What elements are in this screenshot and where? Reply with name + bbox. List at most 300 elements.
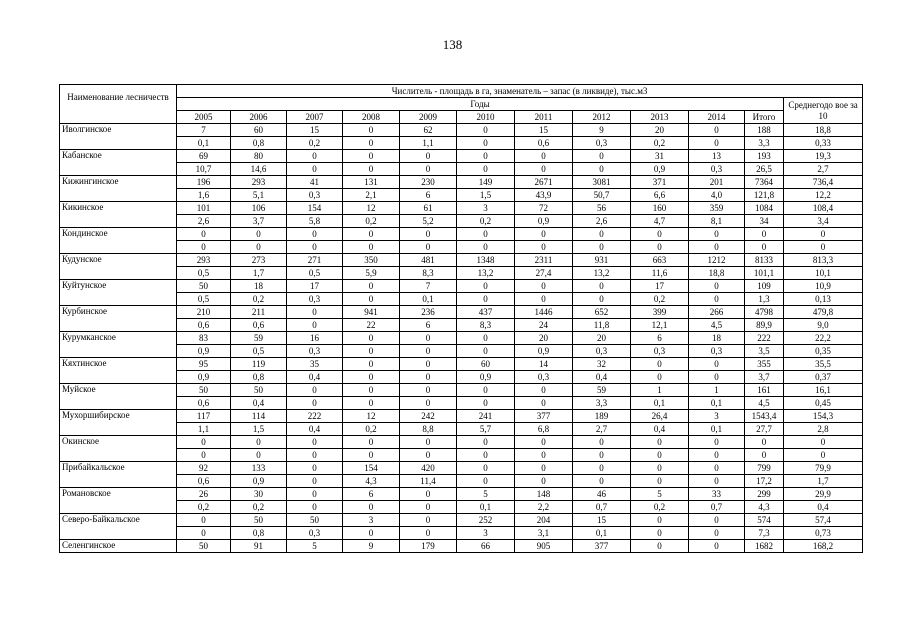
table-row-stock — [60, 371, 863, 384]
stock-cell: 0,7 — [689, 501, 745, 514]
stock-cell: 0,3 — [573, 345, 631, 358]
year-header: 2010 — [457, 111, 515, 124]
area-cell: 0 — [287, 384, 343, 397]
forestry-name: Северо-Байкальское — [60, 514, 177, 540]
stock-cell: 0 — [400, 345, 457, 358]
area-cell: 9 — [343, 540, 400, 553]
area-cell: 5 — [287, 540, 343, 553]
area-cell: 3 — [457, 202, 515, 215]
area-cell: 0 — [287, 228, 343, 241]
table-row-stock — [60, 527, 863, 540]
area-cell: 299 — [745, 488, 784, 501]
area-cell: 154 — [343, 462, 400, 475]
name-column-header: Наименование лесничеств — [60, 85, 177, 124]
stock-cell: 8,3 — [457, 319, 515, 332]
stock-cell: 0 — [457, 137, 515, 150]
area-cell: 0 — [287, 306, 343, 319]
area-cell: 0 — [689, 436, 745, 449]
area-cell: 18 — [231, 280, 287, 293]
stock-cell: 0 — [573, 475, 631, 488]
area-cell: 420 — [400, 462, 457, 475]
stock-cell: 0,5 — [287, 267, 343, 280]
area-cell: 15 — [515, 124, 573, 137]
stock-cell: 0,9 — [515, 345, 573, 358]
area-cell: 0 — [573, 280, 631, 293]
area-cell: 0 — [515, 280, 573, 293]
area-cell: 7364 — [745, 176, 784, 189]
stock-cell: 0 — [745, 241, 784, 254]
year-header: 2006 — [231, 111, 287, 124]
forestry-name: Кикинское — [60, 202, 177, 228]
stock-cell: 0 — [177, 527, 231, 540]
area-cell: 133 — [231, 462, 287, 475]
stock-cell: 0,6 — [177, 475, 231, 488]
area-cell: 12 — [343, 410, 400, 423]
area-cell: 0 — [287, 462, 343, 475]
stock-cell: 0,5 — [231, 345, 287, 358]
area-cell: 0 — [343, 384, 400, 397]
stock-cell: 0,6 — [177, 397, 231, 410]
area-cell: 0 — [515, 384, 573, 397]
area-cell: 22,2 — [784, 332, 863, 345]
area-cell: 1543,4 — [745, 410, 784, 423]
stock-cell: 0,2 — [231, 293, 287, 306]
year-header: 2009 — [400, 111, 457, 124]
area-cell: 3 — [689, 410, 745, 423]
area-cell: 0 — [457, 436, 515, 449]
stock-cell: 5,7 — [457, 423, 515, 436]
area-cell: 0 — [745, 228, 784, 241]
area-cell: 161 — [745, 384, 784, 397]
stock-cell: 0 — [631, 241, 689, 254]
stock-cell: 0 — [400, 397, 457, 410]
stock-cell: 0 — [689, 137, 745, 150]
area-cell: 0 — [457, 150, 515, 163]
stock-cell: 6,8 — [515, 423, 573, 436]
area-cell: 0 — [457, 462, 515, 475]
stock-cell: 0 — [631, 475, 689, 488]
area-cell: 0 — [400, 436, 457, 449]
area-cell: 0 — [631, 514, 689, 527]
stock-cell: 5,1 — [231, 189, 287, 202]
area-cell: 0 — [631, 358, 689, 371]
area-cell: 266 — [689, 306, 745, 319]
stock-cell: 1,7 — [231, 267, 287, 280]
area-cell: 0 — [689, 514, 745, 527]
stock-cell: 0,9 — [177, 371, 231, 384]
area-cell: 148 — [515, 488, 573, 501]
stock-cell: 0,4 — [784, 501, 863, 514]
stock-cell: 0 — [784, 449, 863, 462]
area-cell: 6 — [343, 488, 400, 501]
table-caption: Числитель - площадь в га, знаменатель – запас (в ликвиде), тыс.м3 — [177, 85, 863, 98]
stock-cell: 0 — [177, 241, 231, 254]
table-row-stock — [60, 449, 863, 462]
area-cell: 0 — [287, 436, 343, 449]
table-row-area — [60, 358, 863, 371]
stock-cell: 0 — [400, 501, 457, 514]
area-cell: 0 — [631, 228, 689, 241]
table-row-stock — [60, 345, 863, 358]
stock-cell: 13,2 — [457, 267, 515, 280]
area-cell: 16 — [287, 332, 343, 345]
stock-cell: 0 — [515, 449, 573, 462]
table-row-area — [60, 462, 863, 475]
stock-cell: 0 — [631, 449, 689, 462]
forestry-name: Кондинское — [60, 228, 177, 254]
stock-cell: 0,9 — [631, 163, 689, 176]
stock-cell: 0,37 — [784, 371, 863, 384]
area-cell: 33 — [689, 488, 745, 501]
total-column-header: Итого — [745, 111, 784, 124]
area-cell: 211 — [231, 306, 287, 319]
stock-cell: 89,9 — [745, 319, 784, 332]
stock-cell: 0 — [400, 241, 457, 254]
area-cell: 79,9 — [784, 462, 863, 475]
area-cell: 83 — [177, 332, 231, 345]
stock-cell: 1,1 — [177, 423, 231, 436]
stock-cell: 4,3 — [343, 475, 400, 488]
area-cell: 20 — [631, 124, 689, 137]
area-cell: 0 — [400, 358, 457, 371]
stock-cell: 3,7 — [745, 371, 784, 384]
area-cell: 32 — [573, 358, 631, 371]
stock-cell: 0 — [343, 449, 400, 462]
area-cell: 106 — [231, 202, 287, 215]
area-cell: 0 — [573, 150, 631, 163]
stock-cell: 0 — [515, 475, 573, 488]
stock-cell: 0,9 — [457, 371, 515, 384]
area-cell: 95 — [177, 358, 231, 371]
stock-cell: 3,3 — [573, 397, 631, 410]
area-cell: 196 — [177, 176, 231, 189]
stock-cell: 27,4 — [515, 267, 573, 280]
stock-cell: 4,5 — [689, 319, 745, 332]
stock-cell: 0,6 — [177, 319, 231, 332]
table-row-area — [60, 202, 863, 215]
stock-cell: 0 — [631, 527, 689, 540]
area-cell: 0 — [689, 540, 745, 553]
stock-cell: 0 — [287, 241, 343, 254]
stock-cell: 0,35 — [784, 345, 863, 358]
table-row-stock — [60, 241, 863, 254]
area-cell: 377 — [573, 540, 631, 553]
stock-cell: 2,1 — [343, 189, 400, 202]
stock-cell: 0 — [573, 449, 631, 462]
stock-cell: 0 — [515, 397, 573, 410]
area-cell: 0 — [745, 436, 784, 449]
area-cell: 252 — [457, 514, 515, 527]
area-cell: 50 — [231, 514, 287, 527]
stock-cell: 0,6 — [231, 319, 287, 332]
area-cell: 35 — [287, 358, 343, 371]
stock-cell: 0 — [343, 241, 400, 254]
stock-cell: 4,7 — [631, 215, 689, 228]
area-cell: 736,4 — [784, 176, 863, 189]
table-row-stock — [60, 501, 863, 514]
stock-cell: 6,6 — [631, 189, 689, 202]
table-row-area — [60, 280, 863, 293]
stock-cell: 3,7 — [231, 215, 287, 228]
area-cell: 799 — [745, 462, 784, 475]
area-cell: 1212 — [689, 254, 745, 267]
area-cell: 0 — [400, 228, 457, 241]
area-cell: 0 — [689, 124, 745, 137]
area-cell: 0 — [689, 358, 745, 371]
area-cell: 19,3 — [784, 150, 863, 163]
stock-cell: 0,3 — [689, 345, 745, 358]
stock-cell: 0,2 — [231, 501, 287, 514]
stock-cell: 11,6 — [631, 267, 689, 280]
area-cell: 17 — [631, 280, 689, 293]
stock-cell: 1,6 — [177, 189, 231, 202]
stock-cell: 0,2 — [457, 215, 515, 228]
area-cell: 50 — [177, 540, 231, 553]
area-cell: 0 — [573, 228, 631, 241]
table-row-area — [60, 306, 863, 319]
stock-cell: 1,5 — [457, 189, 515, 202]
area-cell: 2311 — [515, 254, 573, 267]
stock-cell: 2,6 — [573, 215, 631, 228]
page-number: 138 — [442, 37, 463, 52]
stock-cell: 0,2 — [631, 293, 689, 306]
stock-cell: 3,4 — [784, 215, 863, 228]
area-cell: 17 — [287, 280, 343, 293]
stock-cell: 0 — [343, 397, 400, 410]
stock-cell: 0,2 — [287, 137, 343, 150]
area-cell: 481 — [400, 254, 457, 267]
area-cell: 222 — [287, 410, 343, 423]
stock-cell: 0,45 — [784, 397, 863, 410]
stock-cell: 9,0 — [784, 319, 863, 332]
stock-cell: 0,9 — [515, 215, 573, 228]
stock-cell: 0 — [343, 163, 400, 176]
area-cell: 0 — [343, 436, 400, 449]
area-cell: 20 — [515, 332, 573, 345]
area-cell: 0 — [457, 228, 515, 241]
table-row-area — [60, 254, 863, 267]
stock-cell: 0,8 — [231, 527, 287, 540]
stock-cell: 0 — [457, 397, 515, 410]
area-cell: 241 — [457, 410, 515, 423]
stock-cell: 10,7 — [177, 163, 231, 176]
area-cell: 7 — [400, 280, 457, 293]
stock-cell: 0 — [573, 241, 631, 254]
area-cell: 0 — [784, 228, 863, 241]
stock-cell: 0,2 — [343, 423, 400, 436]
area-cell: 941 — [343, 306, 400, 319]
area-cell: 0 — [343, 228, 400, 241]
area-cell: 15 — [573, 514, 631, 527]
stock-cell: 13,2 — [573, 267, 631, 280]
stock-cell: 0,3 — [287, 345, 343, 358]
stock-cell: 11,8 — [573, 319, 631, 332]
stock-cell: 2,7 — [573, 423, 631, 436]
area-cell: 119 — [231, 358, 287, 371]
area-cell: 50 — [287, 514, 343, 527]
stock-cell: 3,1 — [515, 527, 573, 540]
table-row-stock — [60, 189, 863, 202]
forestry-name: Курумканское — [60, 332, 177, 358]
area-cell: 2671 — [515, 176, 573, 189]
stock-cell: 1,1 — [400, 137, 457, 150]
area-cell: 57,4 — [784, 514, 863, 527]
stock-cell: 0,5 — [177, 293, 231, 306]
table-row-stock — [60, 267, 863, 280]
area-cell: 1446 — [515, 306, 573, 319]
stock-cell: 0 — [287, 397, 343, 410]
area-cell: 574 — [745, 514, 784, 527]
area-cell: 663 — [631, 254, 689, 267]
stock-cell: 0,1 — [457, 501, 515, 514]
stock-cell: 0,1 — [177, 137, 231, 150]
area-cell: 91 — [231, 540, 287, 553]
area-cell: 60 — [231, 124, 287, 137]
area-cell: 652 — [573, 306, 631, 319]
area-cell: 1 — [689, 384, 745, 397]
area-cell: 0 — [343, 358, 400, 371]
year-header: 2011 — [515, 111, 573, 124]
area-cell: 437 — [457, 306, 515, 319]
stock-cell: 0 — [515, 293, 573, 306]
area-cell: 18 — [689, 332, 745, 345]
stock-cell: 0,4 — [573, 371, 631, 384]
area-cell: 10,9 — [784, 280, 863, 293]
table-row-area — [60, 150, 863, 163]
stock-cell: 0 — [287, 163, 343, 176]
year-header: 2012 — [573, 111, 631, 124]
area-cell: 92 — [177, 462, 231, 475]
stock-cell: 5,2 — [400, 215, 457, 228]
area-cell: 0 — [689, 228, 745, 241]
forestry-name: Курбинское — [60, 306, 177, 332]
stock-cell: 6 — [400, 319, 457, 332]
stock-cell: 8,8 — [400, 423, 457, 436]
stock-cell: 22 — [343, 319, 400, 332]
stock-cell: 0 — [400, 371, 457, 384]
stock-cell: 12,1 — [631, 319, 689, 332]
stock-cell: 18,8 — [689, 267, 745, 280]
table-row-area — [60, 410, 863, 423]
area-cell: 377 — [515, 410, 573, 423]
forestry-name: Кяхтинское — [60, 358, 177, 384]
area-cell: 12 — [343, 202, 400, 215]
area-cell: 931 — [573, 254, 631, 267]
table-row-area — [60, 332, 863, 345]
area-cell: 210 — [177, 306, 231, 319]
area-cell: 273 — [231, 254, 287, 267]
area-cell: 0 — [177, 228, 231, 241]
stock-cell: 0 — [745, 449, 784, 462]
stock-cell: 0,3 — [689, 163, 745, 176]
table-row-area — [60, 124, 863, 137]
area-cell: 201 — [689, 176, 745, 189]
area-cell: 72 — [515, 202, 573, 215]
table-row-area — [60, 436, 863, 449]
table-header — [60, 85, 863, 124]
table-row-area — [60, 228, 863, 241]
stock-cell: 27,7 — [745, 423, 784, 436]
stock-cell: 0,8 — [231, 137, 287, 150]
stock-cell: 0,3 — [287, 189, 343, 202]
stock-cell: 26,5 — [745, 163, 784, 176]
stock-cell: 0,4 — [231, 397, 287, 410]
forestry-name: Прибайкальское — [60, 462, 177, 488]
area-cell: 50 — [231, 384, 287, 397]
area-cell: 6 — [631, 332, 689, 345]
area-cell: 154 — [287, 202, 343, 215]
area-cell: 50 — [177, 280, 231, 293]
area-cell: 26,4 — [631, 410, 689, 423]
area-cell: 160 — [631, 202, 689, 215]
year-header: 2008 — [343, 111, 400, 124]
area-cell: 905 — [515, 540, 573, 553]
stock-cell: 0 — [784, 241, 863, 254]
stock-cell: 0,1 — [631, 397, 689, 410]
stock-cell: 0,3 — [515, 371, 573, 384]
area-cell: 0 — [400, 488, 457, 501]
stock-cell: 0,9 — [177, 345, 231, 358]
stock-cell: 4,5 — [745, 397, 784, 410]
stock-cell: 0 — [287, 319, 343, 332]
stock-cell: 0 — [515, 163, 573, 176]
area-cell: 179 — [400, 540, 457, 553]
area-cell: 813,3 — [784, 254, 863, 267]
forestry-name: Кабанское — [60, 150, 177, 176]
stock-cell: 3 — [457, 527, 515, 540]
area-cell: 18,8 — [784, 124, 863, 137]
stock-cell: 0 — [400, 163, 457, 176]
area-cell: 0 — [457, 332, 515, 345]
table-row-stock — [60, 423, 863, 436]
year-header: 2005 — [177, 111, 231, 124]
area-cell: 117 — [177, 410, 231, 423]
stock-cell: 0 — [343, 137, 400, 150]
area-cell: 271 — [287, 254, 343, 267]
forestry-name: Романовское — [60, 488, 177, 514]
area-cell: 50 — [177, 384, 231, 397]
stock-cell: 0,1 — [689, 423, 745, 436]
stock-cell: 4,0 — [689, 189, 745, 202]
area-cell: 168,2 — [784, 540, 863, 553]
stock-cell: 0 — [343, 293, 400, 306]
area-cell: 8133 — [745, 254, 784, 267]
area-cell: 0 — [343, 150, 400, 163]
stock-cell: 0,2 — [343, 215, 400, 228]
area-cell: 61 — [400, 202, 457, 215]
forestry-table — [59, 84, 863, 553]
stock-cell: 0,3 — [631, 345, 689, 358]
stock-cell: 2,6 — [177, 215, 231, 228]
area-cell: 236 — [400, 306, 457, 319]
stock-cell: 8,1 — [689, 215, 745, 228]
stock-cell: 10,1 — [784, 267, 863, 280]
stock-cell: 0 — [343, 371, 400, 384]
area-cell: 5 — [457, 488, 515, 501]
area-cell: 154,3 — [784, 410, 863, 423]
area-cell: 16,1 — [784, 384, 863, 397]
area-cell: 0 — [784, 436, 863, 449]
area-cell: 29,9 — [784, 488, 863, 501]
stock-cell: 101,1 — [745, 267, 784, 280]
area-cell: 66 — [457, 540, 515, 553]
stock-cell: 14,6 — [231, 163, 287, 176]
area-cell: 20 — [573, 332, 631, 345]
stock-cell: 0 — [343, 345, 400, 358]
area-cell: 131 — [343, 176, 400, 189]
area-cell: 0 — [631, 540, 689, 553]
area-cell: 31 — [631, 150, 689, 163]
